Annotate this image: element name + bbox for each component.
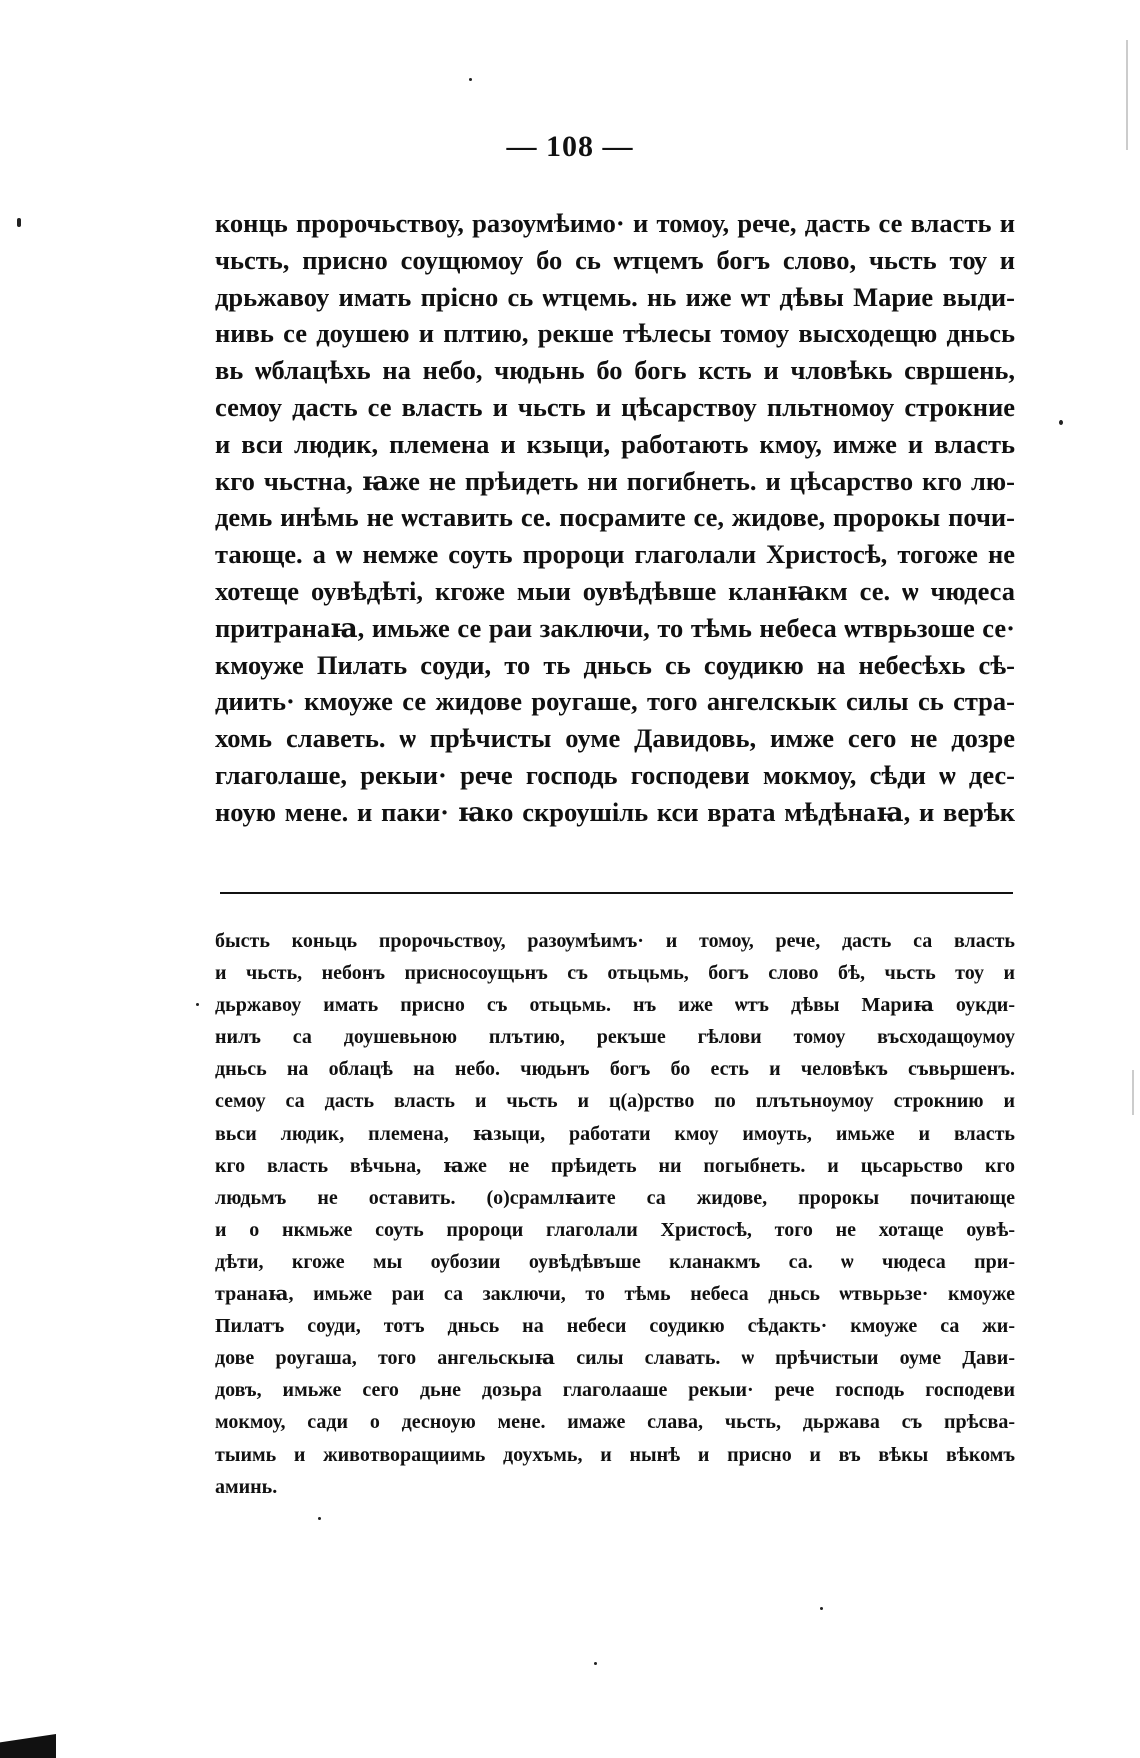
footnote-text-line: и о нкмьже соуть пророци глаголали Христосѣ, того не хотаще оувѣ- xyxy=(215,1218,1015,1241)
margin-edge-mark xyxy=(1126,40,1128,150)
footnote-text-line: кго власть вѣчьна, ꙗже не прѣидеть ни погыбнеть. и цьсарьство кго xyxy=(215,1154,1015,1177)
footnote-text-line: нилъ са доушевьною плътию, рекъше гѣлови томоу въсходащоумоу xyxy=(215,1026,1015,1049)
scan-speck xyxy=(1059,420,1063,425)
main-text-line: диить· кмоуже се жидове роугаше, того ангелскык силы сь стра- xyxy=(215,686,1015,717)
main-text-block xyxy=(215,205,1015,831)
main-text-line: дрьжавоу имать прісно сь ѡтцемь. нь иже ѡт дѣвы Марие выди- xyxy=(215,281,1015,312)
corner-ink-mark xyxy=(0,1734,56,1758)
main-text-line: демь инѣмь не ѡставить се. посрамите се, жидове, пророкы почи- xyxy=(215,502,1015,533)
footnote-text-line: транаꙗ, имьже раи са заключи, то тѣмь небеса дньсь ѡтвьрьзе· кмоуже xyxy=(215,1283,1015,1306)
main-text-line: хомь славеть. ѡ прѣчисты оуме Давидовь, имже сего не дозре xyxy=(215,723,1015,754)
footnote-text-block xyxy=(215,925,1015,1503)
scan-speck xyxy=(17,218,21,227)
footnote-text-line: людьмъ не оставить. (о)срамлꙗите са жидове, пророкы почитающе xyxy=(215,1186,1015,1209)
main-text-line: семоу дасть се власть и чьсть и цѣсарствоу пльтномоу строкние xyxy=(215,391,1015,422)
main-text-line: глаголаше, рекыи· рече господь господеви мокмоу, сѣди ѡ дес- xyxy=(215,759,1015,790)
main-text-line: притранаꙗ, имьже се раи заключи, то тѣмь небеса ѡтврьзоше се· xyxy=(215,612,1015,643)
main-text-line: тающе. а ѡ немже соуть пророци глаголали Христосѣ, тогоже не xyxy=(215,539,1015,570)
footnote-text-line: дьржавоу имать присно съ отьцьмь. нъ иже ѡтъ дѣвы Мариꙗ оукди- xyxy=(215,994,1015,1017)
main-text-line: и вси людик, племена и кзыци, работають кмоу, имже и власть xyxy=(215,428,1015,459)
footnote-text-line: аминь. xyxy=(215,1475,278,1498)
page-number: — 108 — xyxy=(506,130,634,163)
footnote-text-line: дове роугаша, того ангельскыꙗ силы славать. ѡ прѣчистыи оуме Дави- xyxy=(215,1347,1015,1370)
footnote-text-line: мокмоу, сади о десноую мене. имаже слава, чьсть, дьржава съ прѣсва- xyxy=(215,1411,1015,1434)
scan-speck xyxy=(820,1607,823,1610)
main-text-line: кго чьстна, ꙗже не прѣидеть ни погибнеть. и цѣсарство кго лю- xyxy=(215,465,1015,496)
footnote-text-line: вьси людик, племена, ꙗзыци, работати кмоу имоуть, имьже и власть xyxy=(215,1122,1015,1145)
scan-speck xyxy=(196,1003,199,1006)
footnote-text-line: бысть коньць пророчьствоу, разѹмѣимъ· и томоу, рече, дасть са власть xyxy=(215,930,1015,952)
main-text-line: вь ѡблацѣхь на небо, чюдьнь бо богь ксть и чловѣкь свршень, xyxy=(215,355,1015,386)
scan-speck xyxy=(469,78,472,81)
main-text-line: нивь се доушею и плтию, рекше тѣлесы томоу высходещю дньсь xyxy=(215,318,1015,349)
footnote-text-line: и чьсть, небонъ присносоущьнъ съ отьцьмь, богъ слово бѣ, чьсть тоу и xyxy=(215,962,1015,985)
main-text-line: ноую мене. и паки· ꙗко скроушіль кси врата мѣдѣнаꙗ, и верѣк xyxy=(215,796,1015,827)
main-text-line: кмоуже Пилать соуди, то ть дньсь сь соудикю на небесѣхь сѣ- xyxy=(215,649,1015,680)
section-divider xyxy=(220,892,1013,894)
main-text-line: конць пророчьствоу, разоумѣимо· и томоу, рече, дасть се власть и xyxy=(215,208,1015,238)
footnote-text-line: тыимь и животворащиимь доухъмь, и нынѣ и присно и въ вѣкы вѣкомъ xyxy=(215,1443,1015,1466)
footnote-text-line: семоу са дасть власть и чьсть и ц(а)рство по плътьноумоу строкнию и xyxy=(215,1090,1015,1113)
margin-edge-mark xyxy=(1132,1070,1134,1115)
scan-speck xyxy=(318,1517,321,1520)
scan-speck xyxy=(594,1662,597,1665)
footnote-text-line: довъ, имьже сего дьне дозьра глаголааше рекыи· рече господь господеви xyxy=(215,1379,1015,1402)
footnote-text-line: Пилатъ соуди, тотъ дньсь на небеси соудикю сѣдакть· кмоуже са жи- xyxy=(215,1315,1015,1338)
main-text-line: чьсть, присно соущюмоу бо сь ѡтцемъ богъ слово, чьсть тѹ и xyxy=(215,244,1015,275)
footnote-text-line: дѣти, кгоже мы оубозии оувѣдѣвъше кланакмъ са. ѡ чюдеса при- xyxy=(215,1250,1015,1273)
footnote-text-line: дньсь на облацѣ на небо. чюдьнъ богъ бо есть и человѣкъ съвьршенъ. xyxy=(215,1058,1015,1081)
main-text-line: хотеще оувѣдѣті, кгоже мыи оувѣдѣвше кланꙗкм се. ѡ чюдеса xyxy=(215,575,1015,606)
